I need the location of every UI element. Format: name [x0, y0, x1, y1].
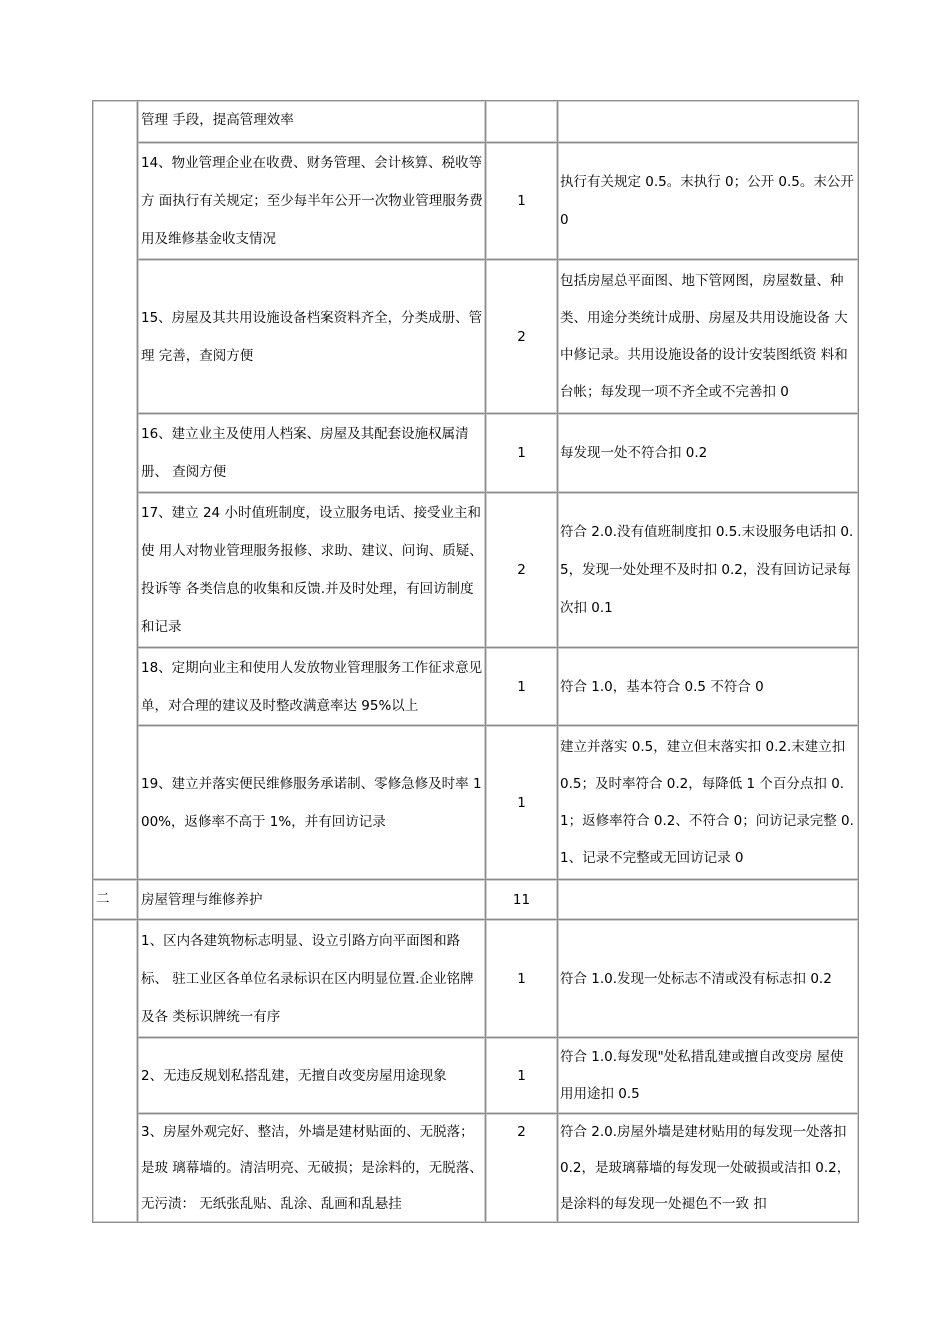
score-cell: 1: [486, 920, 558, 1038]
score-cell: 1: [486, 726, 558, 880]
item-cell: 16、建立业主及使用人档案、房屋及其配套设施权属清册、 查阅方便: [138, 414, 486, 493]
table-row: [93, 1038, 859, 1114]
remark-cell: 符合 1.0.发现一处标志不清或没有标志扣 0.2: [558, 920, 859, 1038]
score-cell: 1: [486, 1038, 558, 1114]
remark-cell: 符合 1.0，基本符合 0.5 不符合 0: [558, 648, 859, 726]
table-row: [93, 648, 859, 726]
item-cell: 19、建立并落实便民维修服务承诺制、零修急修及时率 100%，返修率不高于 1%，并有回访记录: [138, 726, 486, 880]
remark-cell: [558, 101, 859, 143]
remark-cell: 符合 2.0.没有值班制度扣 0.5.末设服务电话扣 0.5，发现一处处理不及时扣 0.2，没有回访记录每次扣 0.1: [558, 493, 859, 648]
item-cell: 15、房屋及其共用设施设备档案资料齐全，分类成册、管理 完善，查阅方便: [138, 260, 486, 414]
score-cell: 2: [486, 493, 558, 648]
item-cell: 14、物业管理企业在收费、财务管理、会计核算、税收等方 面执行有关规定；至少每半年公开一次物业管理服务费用及维修基金收支情况: [138, 143, 486, 260]
item-cell: 1、区内各建筑物标志明显、设立引路方向平面图和路标、 驻工业区各单位名录标识在区内明显位置.企业铭牌及各 类标识牌统一有序: [138, 920, 486, 1038]
remark-cell: 符合 2.0.房屋外墙是建材贴用的每发现一处落扣 0.2，是玻璃幕墙的每发现一处破损或洁扣 0.2，是涂料的每发现一处褪色不一致 扣: [558, 1114, 859, 1223]
remark-cell: 包括房屋总平面图、地下管网图，房屋数量、种 类、用途分类统计成册、房屋及共用设施设备 大中修记录。共用设施设备的设计安装图纸资 料和台帐；每发现一项不齐全或不完善扣 0: [558, 260, 859, 414]
score-cell: 1: [486, 143, 558, 260]
remark-cell: 每发现一处不符合扣 0.2: [558, 414, 859, 493]
item-cell: 18、定期向业主和使用人发放物业管理服务工作征求意见 单，对合理的建议及时整改满意率达 95%以上: [138, 648, 486, 726]
item-cell: 17、建立 24 小时值班制度，设立服务电话、接受业主和使 用人对物业管理服务报修、求助、建议、问询、质疑、投诉等 各类信息的收集和反馈.并及时处理，有回访制度和记录: [138, 493, 486, 648]
remark-cell: 建立并落实 0.5，建立但末落实扣 0.2.末建立扣 0.5；及时率符合 0.2，每降低 1 个百分点扣 0.1；返修率符合 0.2、不符合 0；问访记录完整 0.1、记录不完整或无回访记录 0: [558, 726, 859, 880]
table-row: [93, 920, 859, 1038]
table-row: [93, 1114, 859, 1223]
score-cell: 2: [486, 260, 558, 414]
score-cell: 11: [486, 880, 558, 920]
remark-cell: [558, 880, 859, 920]
section-cell: 二: [93, 880, 138, 920]
table-row: [93, 493, 859, 648]
table-row: [93, 143, 859, 260]
remark-cell: 执行有关规定 0.5。末执行 0；公开 0.5。末公开 0: [558, 143, 859, 260]
item-cell: 房屋管理与维修养护: [138, 880, 486, 920]
score-cell: [486, 101, 558, 143]
item-cell: 管理 手段，提高管理效率: [138, 101, 486, 143]
table-row: [93, 880, 859, 920]
table-row: [93, 101, 859, 143]
item-cell: 2、无违反规划私搭乱建，无擅自改变房屋用途现象: [138, 1038, 486, 1114]
remark-cell: 符合 1.0.每发现"处私措乱建或擅自改变房 屋使用用途扣 0.5: [558, 1038, 859, 1114]
score-cell: 1: [486, 414, 558, 493]
table-row: [93, 726, 859, 880]
score-cell: 2: [486, 1114, 558, 1223]
table-row: [93, 260, 859, 414]
table-row: [93, 414, 859, 493]
section-cell: [93, 101, 138, 880]
item-cell: 3、房屋外观完好、整洁，外墙是建材贴面的、无脱落；是玻 璃幕墙的。清洁明亮、无破损；是涂料的，无脱落、无污渍： 无纸张乱贴、乱涂、乱画和乱悬挂: [138, 1114, 486, 1223]
evaluation-table: [92, 100, 859, 1223]
section-cell: [93, 920, 138, 1223]
score-cell: 1: [486, 648, 558, 726]
